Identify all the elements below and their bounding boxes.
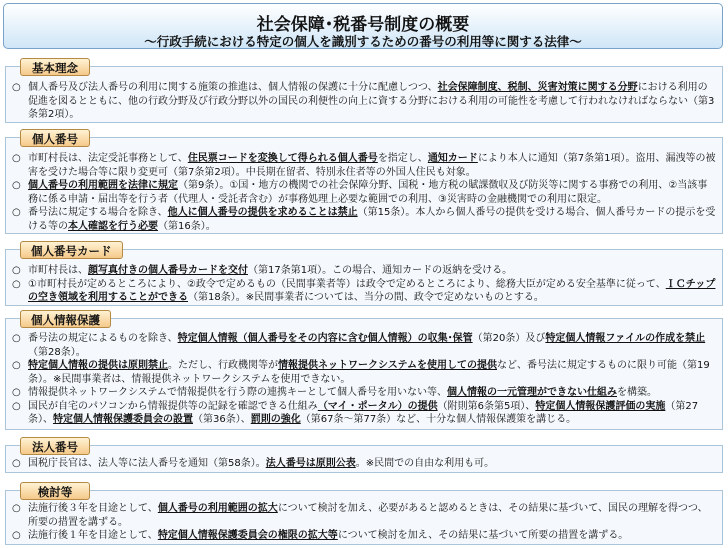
list-item xyxy=(12,81,716,122)
item-text xyxy=(28,502,716,529)
plain-text: （第20条）及び xyxy=(472,333,546,344)
emphasis-text: 他人に個人番号の提供を求めることは禁止 xyxy=(167,207,358,218)
emphasis-text: 顔写真付きの個人番号カードを交付 xyxy=(88,265,248,276)
item-text xyxy=(28,278,716,305)
section-heading-review: 検討等 xyxy=(20,482,90,500)
item-text xyxy=(28,206,716,233)
bullet-icon: ○ xyxy=(12,387,21,398)
item-text xyxy=(28,264,716,278)
list-item xyxy=(12,332,716,359)
page-title: 社会保障･税番号制度の概要 xyxy=(256,15,470,35)
plain-text: 国税庁長官は、法人等に法人番号を通知（第58条）。 xyxy=(28,458,266,469)
emphasis-text: 罰則の強化 xyxy=(250,414,301,425)
list-item xyxy=(12,386,716,400)
list-item xyxy=(12,264,716,278)
section-items xyxy=(12,457,716,471)
list-item xyxy=(12,400,716,427)
plain-text: など、番号法に規定するものに限り可能（第19条）。※民間事業者は、情報提供ネットワークシステムを使用できない。 xyxy=(28,360,710,385)
plain-text: （第67条～第77条）など、十分な個人情報保護策を講じる。 xyxy=(300,414,577,425)
plain-text: を構築。 xyxy=(617,387,657,398)
emphasis-text: 情報提供ネットワークシステムを使用しての提供 xyxy=(278,360,497,371)
bullet-icon: ○ xyxy=(12,265,21,276)
emphasis-text: 特定個人情報保護委員会の権限の拡大等 xyxy=(157,530,338,541)
bullet-icon: ○ xyxy=(12,458,21,469)
plain-text: （第9条）。①国・地方の機関での社会保障分野、国税・地方税の賦課徴収及び防災等に関する事務での利用、②当該事務に係る申請・届出等を行う者（代理人・受託者含む）が事務処理上必要な範囲での利用、③災害時の金融機関での利用に限定。 xyxy=(28,180,708,205)
emphasis-text: 社会保障制度、税制、災害対策に関する分野 xyxy=(437,82,638,93)
emphasis-text: 特定個人情報（個人番号をその内容に含む個人情報）の収集･保管 xyxy=(177,333,473,344)
bullet-icon: ○ xyxy=(12,278,21,290)
plain-text: （第27条）、 xyxy=(28,400,699,425)
plain-text: 市町村長は、 xyxy=(28,265,88,276)
plain-text: （附則第6条第5項）、 xyxy=(437,400,536,412)
plain-text: 番号法の規定によるものを除き、 xyxy=(28,333,178,344)
list-item xyxy=(12,529,716,543)
item-text xyxy=(28,386,716,400)
bullet-icon: ○ xyxy=(12,153,21,164)
section-corporate-number xyxy=(5,445,723,473)
plain-text: 。ただし、行政機関等が xyxy=(168,360,278,371)
emphasis-text: 個人番号の利用範囲の拡大 xyxy=(157,503,278,514)
item-text xyxy=(28,529,716,543)
list-item xyxy=(12,206,716,233)
list-item xyxy=(12,278,716,305)
emphasis-text: ＩＣチップの空き領域を利用することができる xyxy=(28,278,716,303)
section-heading-individual-number: 個人番号 xyxy=(20,129,90,147)
plain-text: ①市町村長が定めるところにより、②政令で定めるもの（民間事業者等）は政令で定めるところにより、総務大臣が定める安全基準に従って、 xyxy=(28,278,666,290)
plain-text: について検討を加え、その結果に基づいて所要の措置を講ずる。 xyxy=(337,530,629,541)
plain-text: 国民が自宅のパソコンから情報提供等の記録を確認できる仕組み xyxy=(28,400,318,412)
bullet-icon: ○ xyxy=(12,503,21,514)
bullet-icon: ○ xyxy=(12,333,21,344)
section-individual-number xyxy=(5,137,723,234)
emphasis-text: 特定個人情報保護委員会の設置 xyxy=(53,414,193,425)
plain-text: 市町村長は、法定受託事務として、 xyxy=(28,153,188,164)
item-text xyxy=(28,152,716,179)
plain-text: （第18条）。※民間事業者については、当分の間、政令で定めないものとする。 xyxy=(188,292,544,303)
list-item xyxy=(12,152,716,179)
section-items xyxy=(12,502,716,543)
section-heading-individual-number-card: 個人番号カード xyxy=(20,241,123,259)
plain-text: （第16条）。 xyxy=(158,220,216,232)
plain-text: における利用の促進を図るとともに、他の行政分野及び行政分野以外の国民の利便性の向上に資する分野における利用の可能性を考慮して行われなければならない（第3条第2項）。 xyxy=(28,82,715,120)
section-items xyxy=(12,332,716,427)
section-basic-principle xyxy=(5,66,723,123)
emphasis-text: 法人番号は原則公表 xyxy=(265,458,356,469)
emphasis-text: 本人確認を行う必要 xyxy=(68,220,158,232)
emphasis-text: （マイ・ポータル）の提供 xyxy=(317,400,438,412)
section-items xyxy=(12,152,716,233)
bullet-icon: ○ xyxy=(12,530,21,541)
bullet-icon: ○ xyxy=(12,207,21,218)
item-text xyxy=(28,457,716,471)
plain-text: 情報提供ネットワークシステムで情報提供を行う際の連携キーとして個人番号を用いない等、 xyxy=(28,387,447,398)
section-review xyxy=(5,490,723,545)
emphasis-text: 特定個人情報保護評価の実施 xyxy=(535,400,666,412)
title-banner xyxy=(3,3,723,49)
bullet-icon: ○ xyxy=(12,360,21,371)
section-heading-privacy-protection: 個人情報保護 xyxy=(20,310,111,328)
section-heading-corporate-number: 法人番号 xyxy=(20,437,90,455)
plain-text: （第17条第1項）。この場合、通知カードの返納を受ける。 xyxy=(248,265,513,276)
section-items xyxy=(12,264,716,305)
plain-text: 番号法に規定する場合を除き、 xyxy=(28,207,168,218)
page-subtitle: ～行政手続における特定の個人を識別するための番号の利用等に関する法律～ xyxy=(144,34,582,49)
item-text xyxy=(28,332,716,359)
plain-text: （第36条）、 xyxy=(193,414,251,425)
emphasis-text: 個人情報の一元管理ができない仕組み xyxy=(447,387,617,398)
item-text xyxy=(28,400,716,427)
emphasis-text: 特定個人情報の提供は原則禁止 xyxy=(28,360,168,371)
bullet-icon: ○ xyxy=(12,400,21,412)
plain-text: （第15条）。本人から個人番号の提供を受ける場合、個人番号カードの提示を受ける等の xyxy=(28,207,716,232)
emphasis-text: 個人番号の利用範囲を法律に規定 xyxy=(28,180,178,191)
plain-text: （第28条）。 xyxy=(28,346,86,358)
list-item xyxy=(12,502,716,529)
section-privacy-protection xyxy=(5,318,723,430)
emphasis-text: 特定個人情報ファイルの作成を禁止 xyxy=(545,333,706,344)
plain-text: 個人番号及び法人番号の利用に関する施策の推進は、個人情報の保護に十分に配慮しつつ、 xyxy=(28,82,438,93)
plain-text: により本人に通知（第7条第1項）。盗用、漏洩等の被害を受けた場合等に限り変更可（第7条第2項）。中長期在留者、特別永住者等の外国人住民も対象。 xyxy=(28,153,716,178)
item-text xyxy=(28,81,716,122)
emphasis-text: 通知カード xyxy=(427,153,478,164)
plain-text: について検討を加え、必要があると認めるときは、その結果に基づいて、国民の理解を得つつ、所要の措置を講ずる。 xyxy=(28,503,708,528)
bullet-icon: ○ xyxy=(12,180,21,191)
list-item xyxy=(12,179,716,206)
bullet-icon: ○ xyxy=(12,82,21,93)
item-text xyxy=(28,359,716,386)
list-item xyxy=(12,359,716,386)
plain-text: 法施行後３年を目途として、 xyxy=(28,503,158,514)
section-heading-basic-principle: 基本理念 xyxy=(20,58,90,76)
plain-text: を指定し、 xyxy=(377,153,428,164)
emphasis-text: 住民票コードを変換して得られる個人番号 xyxy=(187,153,378,164)
plain-text: 法施行後１年を目途として、 xyxy=(28,530,158,541)
item-text xyxy=(28,179,716,206)
list-item xyxy=(12,457,716,471)
section-items xyxy=(12,81,716,122)
plain-text: 。※民間での自由な利用も可。 xyxy=(355,458,495,469)
